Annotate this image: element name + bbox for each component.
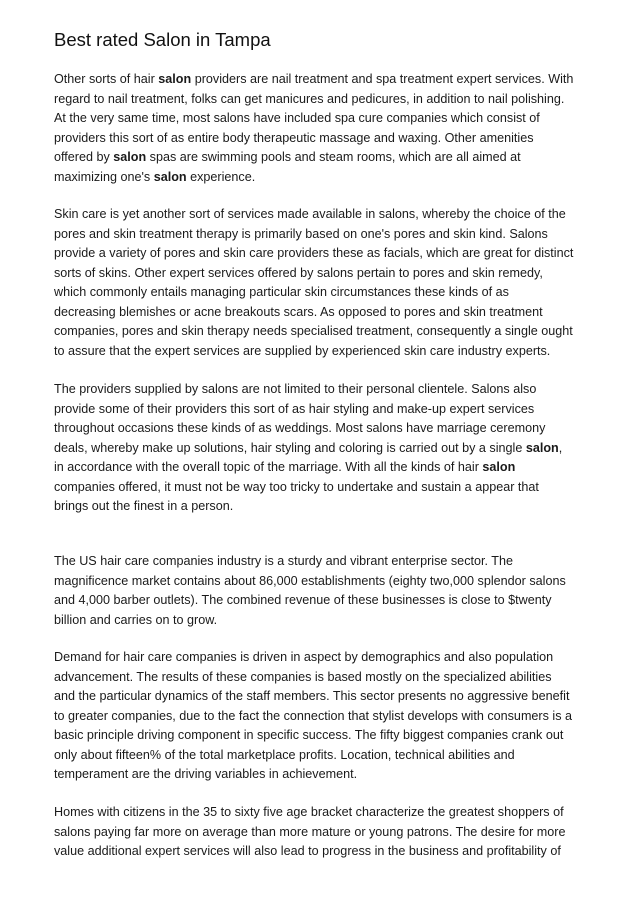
text-line: providers this sort of as entire body therapeutic massage and waxing. Other amenities [54, 130, 534, 145]
text-line: billion and carries on to grow. [54, 612, 218, 627]
text-line: decreasing blemishes or acne breakouts scars. As opposed to pores and skin treatment [54, 304, 543, 319]
text-line: to greater companies, due to the fact the connection that stylist develops with consumers is a [54, 708, 573, 723]
text-line: which commonly entails managing particular skin circumstances these kinds of as [54, 285, 509, 299]
text-line: companies, pores and skin therapy needs specialised treatment, consequently a single ought [54, 324, 573, 338]
paragraph-customer-demographics [54, 803, 594, 862]
text-line: only about fifteen% of the total marketplace profits. Location, technical abilities and [54, 747, 515, 762]
keyword-bold: salon [525, 440, 559, 455]
paragraph-wedding-services [54, 380, 594, 517]
text-line: and the particular dynamics of the staff members. This sector presents no aggressive benefit [54, 689, 570, 703]
text-line: brings out the finest in a person. [54, 499, 234, 513]
text-line: and 4,000 barber outlets). The combined revenue of these businesses is close to $twenty [54, 593, 552, 607]
text-line: maximizing one's salon experience. [54, 169, 256, 184]
keyword-bold: salon [158, 72, 192, 86]
paragraph-industry-overview [54, 552, 594, 630]
text-line: The US hair care companies industry is a sturdy and vibrant enterprise sector. The [54, 554, 513, 568]
keyword-bold: salon [153, 169, 187, 184]
paragraph-skin-care [54, 205, 594, 361]
keyword-bold: salon [113, 150, 147, 164]
text-line: regard to nail treatment, folks can get manicures and pedicures, in addition to nail polishing. [54, 91, 565, 106]
text-line: provide a variety of pores and skin care providers these as facials, which are great for distinct [54, 246, 574, 260]
text-line: The providers supplied by salons are not limited to their personal clientele. Salons also [54, 382, 537, 396]
text-line: At the very same time, most salons have included spa cure companies which consist of [54, 111, 540, 125]
text-line: Other sorts of hair salon providers are nail treatment and spa treatment expert services. With [54, 72, 574, 86]
text-line: value additional expert services will also lead to progress in the business and profitability of [54, 844, 561, 858]
page-title: Best rated Salon in Tampa [54, 29, 271, 50]
keyword-bold: salon [482, 460, 516, 474]
text-line: provide some of their providers this sort of as hair styling and make-up expert services [54, 401, 535, 416]
text-line: temperament are the driving variables in achievement. [54, 767, 358, 781]
text-line: pores and skin treatment therapy is primarily based on one's pores and skin kind. Salons [54, 226, 548, 241]
paragraph-nail-and-spa-services [54, 70, 594, 187]
paragraph-demand-drivers [54, 648, 594, 785]
text-line: to assure that the expert services are supplied by experienced skin care industry experts. [54, 343, 551, 358]
text-line: magnificence market contains about 86,000 establishments (eighty two,000 splendor salons [54, 573, 566, 588]
text-line: Homes with citizens in the 35 to sixty five age bracket characterize the greatest shoppers of [54, 805, 564, 819]
text-line: Skin care is yet another sort of services made available in salons, whereby the choice of the [54, 207, 566, 221]
text-line: companies offered, it must not be way too tricky to undertake and sustain a appear that [54, 479, 539, 494]
text-line: advancement. The results of these companies is based mostly on the specialized abilities [54, 669, 552, 684]
text-line: in accordance with the overall topic of the marriage. With all the kinds of hair salon [54, 460, 516, 474]
text-line: Demand for hair care companies is driven in aspect by demographics and also population [54, 650, 554, 664]
text-line: basic principle driving component in specific success. The fifty biggest companies crank out [54, 728, 564, 742]
text-line: throughout occasions these kinds of as weddings. Most salons have marriage ceremony [54, 421, 546, 435]
text-line: salons paying far more on average than more mature or young patrons. The desire for more [54, 824, 566, 839]
text-line: offered by salon spas are swimming pools and steam rooms, which are all aimed at [54, 150, 521, 164]
text-line: deals, whereby make up solutions, hair styling and coloring is carried out by a single salon, [54, 440, 563, 455]
text-line: sorts of skins. Other expert services offered by salons pertain to pores and skin remedy, [54, 265, 543, 280]
